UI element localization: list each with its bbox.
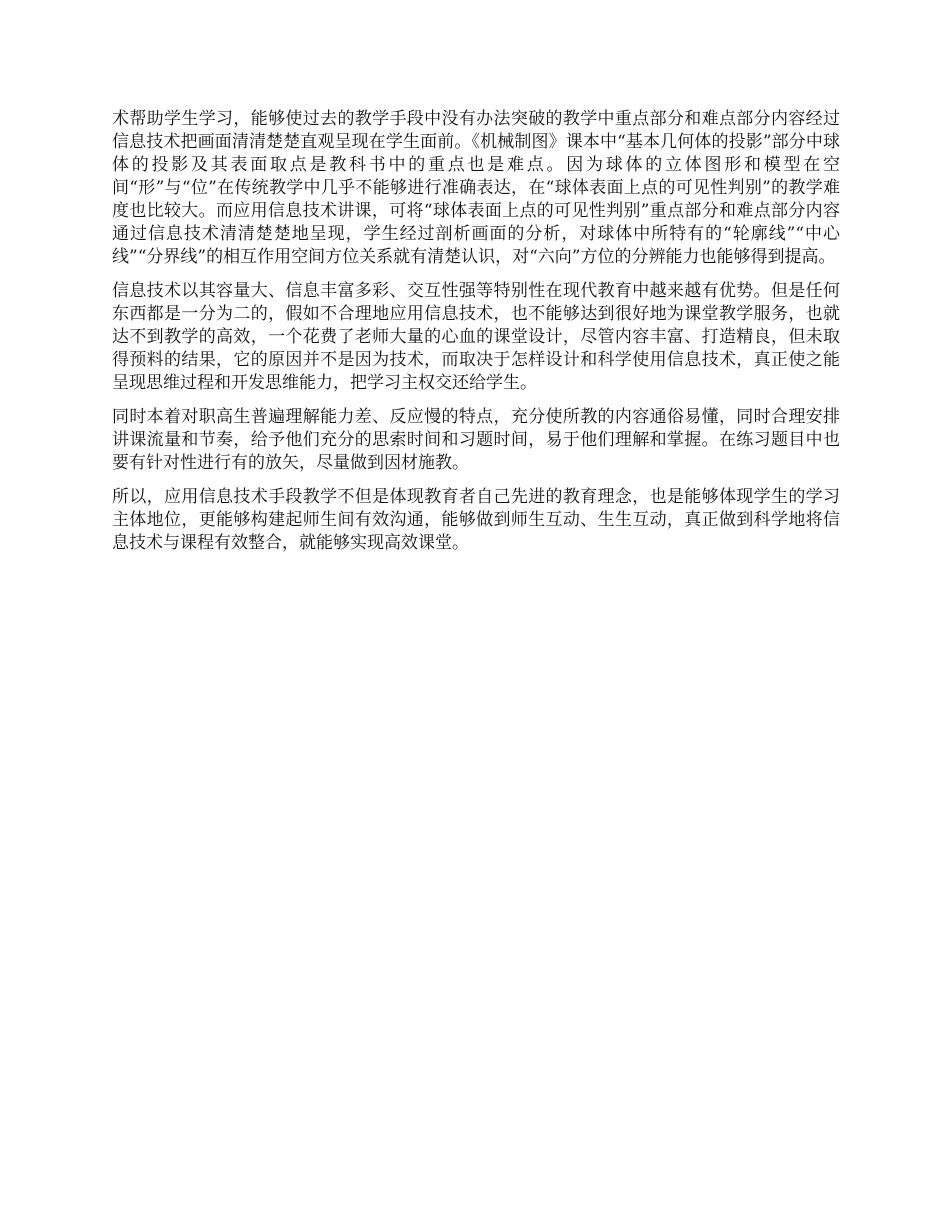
paragraph-1: 术帮助学生学习，能够使过去的教学手段中没有办法突破的教学中重点部分和难点部分内容经过信息技术把画面清清楚楚直观呈现在学生面前。《机械制图》课本中“基本几何体的投影”部分中球体的投影及其表面取点是教科书中的重点也是难点。因为球体的立体图形和模型在空间“形”与“位”在传统教学中几乎不能够进行准确表达，在“球体表面上点的可见性判别”的教学难度也比较大。而应用信息技术讲课，可将“球体表面上点的可见性判别”重点部分和难点部分内容通过信息技术清清楚楚地呈现，学生经过剖析画面的分析，对球体中所特有的“轮廓线”“中心线”“分界线”的相互作用空间方位关系就有清楚认识，对“六向”方位的分辨能力也能够得到提高。 bbox=[112, 109, 840, 267]
document-body bbox=[112, 108, 840, 566]
paragraph-2: 信息技术以其容量大、信息丰富多彩、交互性强等特别性在现代教育中越来越有优势。但是任何东西都是一分为二的，假如不合理地应用信息技术，也不能够达到很好地为课堂教学服务，也就达不到教学的高效，一个花费了老师大量的心血的课堂设计，尽管内容丰富、打造精良，但未取得预料的结果，它的原因并不是因为技术，而取决于怎样设计和科学使用信息技术，真正使之能呈现思维过程和开发思维能力，把学习主权交还给学生。 bbox=[112, 281, 840, 393]
paragraph-4: 所以，应用信息技术手段教学不但是体现教育者自己先进的教育理念，也是能够体现学生的学习主体地位，更能够构建起师生间有效沟通，能够做到师生互动、生生互动，真正做到科学地将信息技术与课程有效整合，就能够实现高效课堂。 bbox=[112, 487, 840, 553]
paragraph-3: 同时本着对职高生普遍理解能力差、反应慢的特点，充分使所教的内容通俗易懂，同时合理安排讲课流量和节奏，给予他们充分的思索时间和习题时间，易于他们理解和掌握。在练习题目中也要有针对性进行有的放矢，尽量做到因材施教。 bbox=[112, 407, 840, 473]
